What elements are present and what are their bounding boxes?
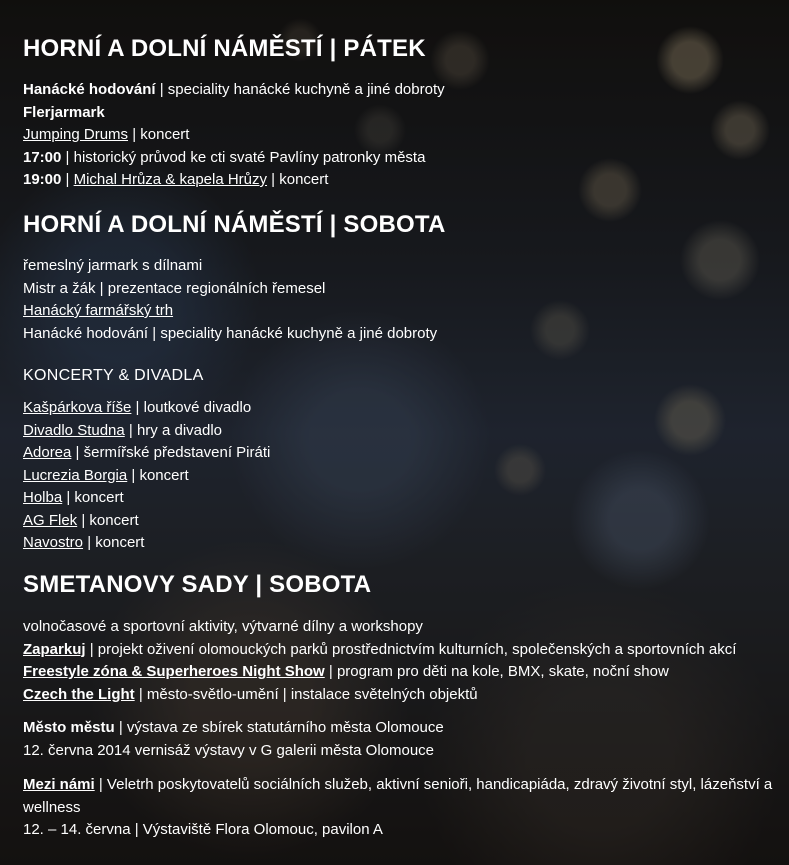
fair-description: Mezi námi | Veletrh poskytovatelů sociálních služeb, aktivní senioři, handicapiáda, zdravý životní styl, lázeňství a wellness	[23, 776, 773, 816]
link-holba[interactable]: Holba	[23, 489, 63, 506]
subheading-concerts: KONCERTY & DIVADLA	[23, 367, 204, 384]
link-czech-the-light[interactable]: Czech the Light	[23, 685, 135, 703]
smetana-item-czech-light: Czech the Light | město-světlo-umění | instalace světelných objektů	[23, 685, 478, 703]
fair-block	[23, 774, 783, 842]
concert-item: AG Flek | koncert	[23, 511, 139, 529]
fair-date: 12. – 14. června | Výstaviště Flora Olomouc, pavilon A	[23, 821, 383, 838]
heading-saturday: HORNÍ A DOLNÍ NÁMĚSTÍ | SOBOTA	[23, 211, 446, 238]
concert-item: Adorea | šermířské představení Piráti	[23, 444, 271, 461]
link-adorea[interactable]: Adorea	[23, 444, 72, 461]
link-michal-hruza[interactable]: Michal Hrůza & kapela Hrůzy	[73, 171, 268, 188]
friday-item-hruza: 19:00 | Michal Hrůza & kapela Hrůzy | koncert	[23, 171, 329, 188]
link-kasparkova-rise[interactable]: Kašpárkova říše	[23, 399, 132, 416]
friday-item-hodovani: Hanácké hodování | speciality hanácké kuchyně a jiné dobroty	[23, 81, 445, 98]
concert-item: Divadlo Studna | hry a divadlo	[23, 421, 223, 439]
smetana-item-aktivity: volnočasové a sportovní aktivity, výtvarné dílny a workshopy	[23, 618, 423, 635]
link-zaparkuj[interactable]: Zaparkuj	[23, 640, 86, 658]
saturday-item-mistr: Mistr a žák | prezentace regionálních řemesel	[23, 279, 326, 297]
saturday-item-hodovani: Hanácké hodování | speciality hanácké kuchyně a jiné dobroty	[23, 324, 438, 342]
saturday-list	[23, 255, 783, 345]
concert-item: Kašpárkova říše | loutkové divadlo	[23, 399, 252, 416]
concert-item: Holba | koncert	[23, 489, 124, 506]
friday-item-jumping-drums: Jumping Drums | koncert	[23, 126, 190, 143]
heading-friday: HORNÍ A DOLNÍ NÁMĚSTÍ | PÁTEK	[23, 35, 426, 62]
link-ag-flek[interactable]: AG Flek	[23, 511, 78, 529]
saturday-item-jarmark: řemeslný jarmark s dílnami	[23, 257, 203, 274]
saturday-item-farmarsky	[23, 300, 783, 323]
smetana-item-zaparkuj: Zaparkuj | projekt oživení olomouckých parků prostřednictvím kulturních, společenských a sportovních akcí	[23, 640, 737, 658]
link-freestyle-zona[interactable]: Freestyle zóna & Superheroes Night Show	[23, 663, 325, 680]
concert-item: Lucrezia Borgia | koncert	[23, 466, 189, 484]
heading-smetana: SMETANOVY SADY | SOBOTA	[23, 571, 372, 598]
link-navostro[interactable]: Navostro	[23, 534, 84, 551]
link-jumping-drums[interactable]: Jumping Drums	[23, 126, 129, 143]
friday-list	[23, 79, 783, 192]
exhibition-title-line: Město městu | výstava ze sbírek statutárního města Olomouce	[23, 719, 444, 736]
friday-item-flerjarmark: Flerjarmark	[23, 103, 105, 121]
link-farmarsky-trh[interactable]: Hanácký farmářský trh	[23, 302, 174, 319]
concerts-list	[23, 397, 783, 555]
link-divadlo-studna[interactable]: Divadlo Studna	[23, 421, 125, 439]
link-mezi-nami[interactable]: Mezi námi	[23, 776, 95, 793]
friday-item-pruvod: 17:00 | historický průvod ke cti svaté Pavlíny patronky města	[23, 148, 426, 166]
exhibition-block	[23, 717, 783, 762]
smetana-item-freestyle: Freestyle zóna & Superheroes Night Show | program pro děti na kole, BMX, skate, noční show	[23, 663, 669, 680]
concert-item: Navostro | koncert	[23, 534, 145, 551]
exhibition-date: 12. června 2014 vernisáž výstavy v G galerii města Olomouce	[23, 741, 435, 759]
link-lucrezia-borgia[interactable]: Lucrezia Borgia	[23, 466, 128, 484]
smetana-list	[23, 616, 783, 706]
